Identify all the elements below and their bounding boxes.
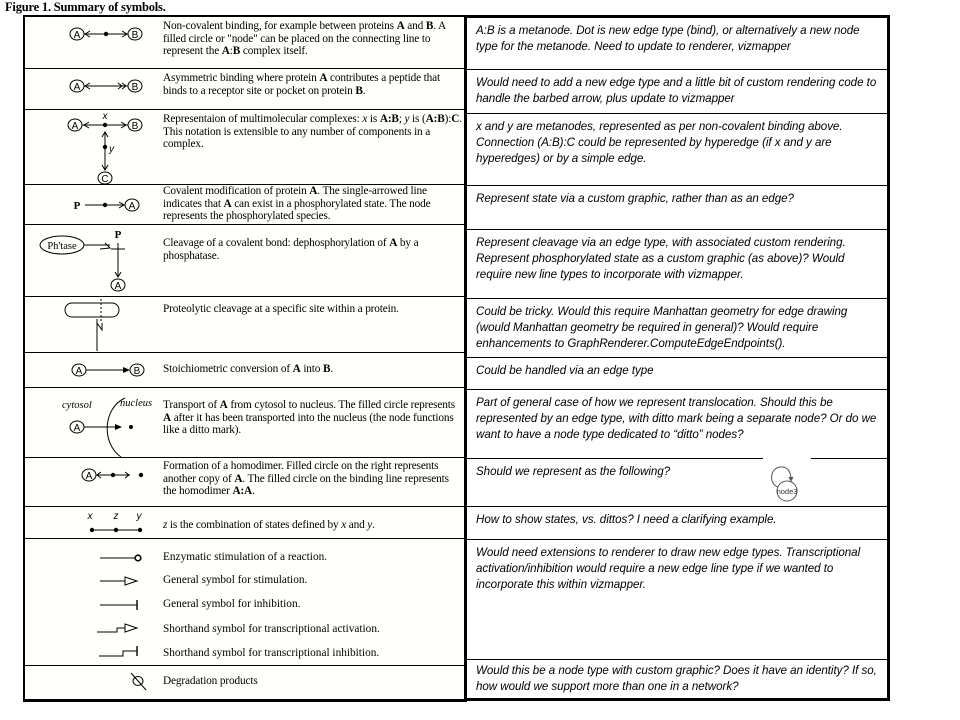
note-row — [467, 507, 887, 540]
symbol-description: Stoichiometric conversion of A into B. — [163, 363, 334, 375]
svg-text:y: y — [109, 144, 114, 155]
note-row — [467, 390, 887, 459]
note-text: Would this be a node type with custom graphic? Does it have an identity? If so, how would we support more than one in a network? — [476, 664, 877, 693]
note-text: Should we represent as the following? — [476, 465, 671, 478]
non-covalent-binding-icon — [25, 17, 160, 68]
svg-text:A: A — [75, 366, 83, 377]
legend-item-transcriptional-activation: Shorthand symbol for transcriptional activation. — [163, 623, 380, 635]
svg-text:A: A — [85, 471, 93, 482]
symbol-row-covalent-modification — [25, 185, 464, 225]
note-text: Would need extensions to renderer to draw new edge types. Transcriptional activation/inhibition would require a new edge line type if we wanted to incorporate this within vizmapper. — [476, 546, 861, 591]
symbol-row-dephosphorylation — [25, 225, 464, 297]
symbol-description: Representaion of multimolecular complexes: x is A:B; y is (A:B):C. This notation is extensible to any number of components in a complex. — [163, 113, 462, 151]
symbol-description: z is the combination of states defined by x and y. — [163, 519, 375, 531]
degradation-icon — [25, 666, 160, 699]
legend-item-general-stimulation: General symbol for stimulation. — [163, 574, 308, 586]
svg-text:cytosol: cytosol — [62, 400, 92, 411]
symbol-description: Degradation products — [163, 675, 258, 687]
proteolytic-cleavage-icon — [25, 297, 160, 352]
note-row — [467, 230, 887, 299]
svg-text:B: B — [133, 366, 141, 377]
symbol-description: Non-covalent binding, for example between proteins A and B. A filled circle or "node" can be placed on the connecting line to represent the A:B complex itself. — [163, 20, 446, 58]
svg-text:z: z — [113, 511, 119, 522]
symbol-row-proteolytic-cleavage — [25, 297, 464, 353]
legend-item-general-inhibition: General symbol for inhibition. — [163, 598, 301, 610]
symbol-row-edge-legend — [25, 539, 464, 666]
svg-text:A: A — [73, 423, 81, 434]
svg-text:nucleus: nucleus — [120, 398, 153, 409]
svg-text:Ph'tase: Ph'tase — [47, 241, 77, 252]
note-text: Part of general case of how we represent translocation. Should this be represented by an edge type, with ditto mark being a separate node? Or do we want to have a node type dedicated to “ditto” nodes? — [476, 396, 877, 441]
note-row — [467, 114, 887, 186]
legend-item-enzymatic-stimulation: Enzymatic stimulation of a reaction. — [163, 551, 328, 563]
svg-text:A: A — [128, 201, 136, 212]
symbol-description: Cleavage of a covalent bond: dephosphorylation of A by a phosphatase. — [163, 237, 419, 262]
symbol-description: Formation of a homodimer. Filled circle on the right represents another copy of A. The filled circle on the binding line represents the homodimer A:A. — [163, 460, 449, 498]
symbol-row-homodimer — [25, 458, 464, 507]
symbols-table — [23, 15, 467, 702]
note-text: Represent cleavage via an edge type, with associated custom rendering. Represent phosphorylated state as a custom graphic (as above)? Would require new line types to incorporate with vizmapper. — [476, 236, 846, 281]
edge-legend-icons — [25, 539, 160, 665]
note-row — [467, 459, 887, 507]
note-text: x and y are metanodes, represented as per non-covalent binding above. Connection (A:B):C could be represented by hyperedge (if x and y are hyperedges) or by a simple edge. — [476, 120, 843, 165]
notes-table — [464, 15, 890, 701]
svg-text:x: x — [102, 111, 108, 122]
symbol-row-state-combination — [25, 507, 464, 539]
figure-title: Figure 1. Summary of symbols. — [5, 0, 166, 14]
svg-text:B: B — [131, 121, 139, 132]
symbol-description: Transport of A from cytosol to nucleus. The filled circle represents A after it has been transported into the nucleus (the node functions like a ditto mark). — [163, 399, 455, 437]
note-row — [467, 18, 887, 70]
note-text: Would need to add a new edge type and a little bit of custom rendering code to handle the barbed arrow, plus update to vizmapper — [476, 76, 877, 105]
dephosphorylation-icon — [25, 225, 160, 296]
svg-text:A: A — [71, 121, 79, 132]
note-row — [467, 186, 887, 230]
covalent-modification-icon — [25, 185, 160, 224]
svg-text:P: P — [73, 200, 81, 212]
svg-text:node3: node3 — [776, 487, 798, 496]
symbol-row-non-covalent-binding — [25, 17, 464, 69]
note-row — [467, 299, 887, 358]
symbol-row-multimolecular-complex — [25, 110, 464, 185]
symbol-row-stoichiometric-conversion — [25, 353, 464, 388]
note-text: Could be tricky. Would this require Manhattan geometry for edge drawing (would Manhattan geometry be required in general)? Would require enhancements to GraphRenderer.ComputeEdgeEndpoints(). — [476, 305, 848, 350]
svg-text:A: A — [73, 30, 81, 41]
symbol-description: Asymmetric binding where protein A contributes a peptide that binds to a receptor site or pocket on protein B. — [163, 72, 440, 97]
note-text: How to show states, vs. dittos? I need a clarifying example. — [476, 513, 777, 526]
state-combination-icon — [25, 507, 160, 538]
homodimer-formation-icon — [25, 458, 160, 506]
symbol-description: Proteolytic cleavage at a specific site within a protein. — [163, 303, 399, 315]
svg-text:C: C — [101, 174, 109, 185]
multimolecular-complex-icon — [25, 110, 160, 184]
svg-text:B: B — [131, 30, 139, 41]
stoichiometric-conversion-icon — [25, 353, 160, 387]
note-row — [467, 70, 887, 114]
symbol-row-asymmetric-binding — [25, 69, 464, 110]
asymmetric-binding-icon — [25, 69, 160, 109]
note-text: A:B is a metanode. Dot is new edge type (bind), or alternatively a new node type for the metanode. Need to update to renderer, vizmapper — [476, 24, 860, 53]
svg-text:y: y — [136, 511, 142, 522]
symbol-description: Covalent modification of protein A. The single-arrowed line indicates that A can exist in a phosphorylated state. The node represents the phosphorylated species. — [163, 185, 431, 223]
self-loop-node-inset — [763, 461, 813, 505]
note-row — [467, 358, 887, 390]
note-row — [467, 660, 887, 698]
note-text: Could be handled via an edge type — [476, 364, 654, 377]
svg-text:A: A — [73, 82, 81, 93]
note-row — [467, 540, 887, 660]
transport-icon — [25, 388, 160, 457]
legend-item-transcriptional-inhibition: Shorthand symbol for transcriptional inhibition. — [163, 647, 380, 659]
svg-text:P: P — [114, 229, 122, 241]
symbol-row-transport — [25, 388, 464, 458]
note-text: Represent state via a custom graphic, rather than as an edge? — [476, 192, 794, 205]
svg-text:x: x — [87, 511, 93, 522]
svg-text:A: A — [114, 281, 122, 292]
symbol-row-degradation — [25, 666, 464, 699]
svg-text:B: B — [131, 82, 139, 93]
